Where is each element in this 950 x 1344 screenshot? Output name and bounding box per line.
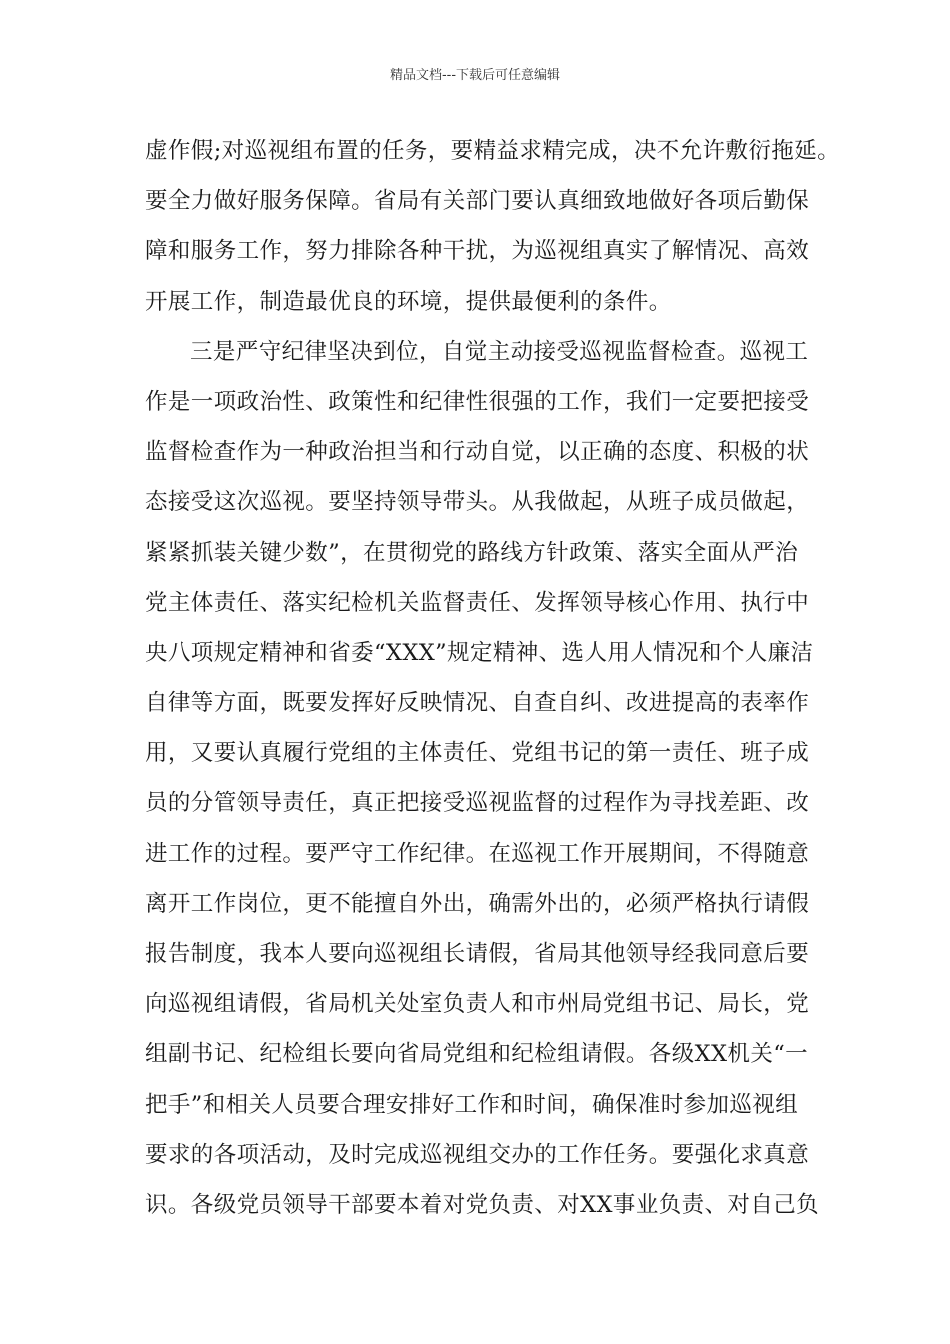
text-line: 监督检查作为一种政治担当和行动自觉，以正确的态度、积极的状 [145, 439, 810, 466]
text-line: 用，又要认真履行党组的主体责任、党组书记的第一责任、班子成 [145, 740, 810, 767]
text-line: 向巡视组请假，省局机关处室负责人和市州局党组书记、局长，党 [145, 991, 810, 1018]
text-line: 党主体责任、落实纪检机关监督责任、发挥领导核心作用、执行中 [145, 589, 810, 616]
text-line: 离开工作岗位，更不能擅自外出，确需外出的，必须严格执行请假 [145, 890, 810, 917]
text-line: 开展工作，制造最优良的环境，提供最便利的条件。 [145, 288, 672, 315]
text-line: 障和服务工作，努力排除各种干扰，为巡视组真实了解情况、高效 [145, 238, 810, 265]
text-line: 作是一项政治性、政策性和纪律性很强的工作，我们一定要把接受 [145, 388, 810, 415]
text-line: 态接受这次巡视。要坚持领导带头。从我做起，从班子成员做起， [145, 489, 810, 516]
text-line: 虚作假;对巡视组布置的任务，要精益求精完成，决不允许敷衍拖延。 [145, 138, 840, 164]
text-line: 紧紧抓装关键少数”，在贯彻党的路线方针政策、落实全面从严治 [145, 539, 799, 566]
text-line: 自律等方面，既要发挥好反映情况、自查自纠、改进提高的表率作 [145, 690, 810, 717]
paragraph-start-line: 三是严守纪律坚决到位，自觉主动接受巡视监督检查。巡视工 [190, 338, 809, 365]
text-line: 要全力做好服务保障。省局有关部门要认真细致地做好各项后勤保 [145, 188, 810, 215]
page-header: 精品文档---下载后可任意编辑 [389, 68, 561, 83]
text-line: 进工作的过程。要严守工作纪律。在巡视工作开展期间，不得随意 [145, 840, 810, 867]
text-line: 报告制度，我本人要向巡视组长请假，省局其他领导经我同意后要 [145, 941, 810, 967]
text-line: 识。各级党员领导干部要本着对党负责、对XX事业负责、对自己负 [145, 1191, 820, 1218]
document-body [145, 126, 840, 1230]
text-line: 组副书记、纪检组长要向省局党组和纪检组请假。各级XX机关“一 [145, 1041, 809, 1068]
text-line: 要求的各项活动，及时完成巡视组交办的工作任务。要强化求真意 [145, 1141, 810, 1168]
text-line: 员的分管领导责任，真正把接受巡视监督的过程作为寻找差距、改 [145, 790, 810, 817]
text-line: 把手”和相关人员要合理安排好工作和时间，确保准时参加巡视组 [145, 1091, 799, 1118]
text-line: 央八项规定精神和省委“XXX”规定精神、选人用人情况和个人廉洁 [145, 639, 814, 666]
